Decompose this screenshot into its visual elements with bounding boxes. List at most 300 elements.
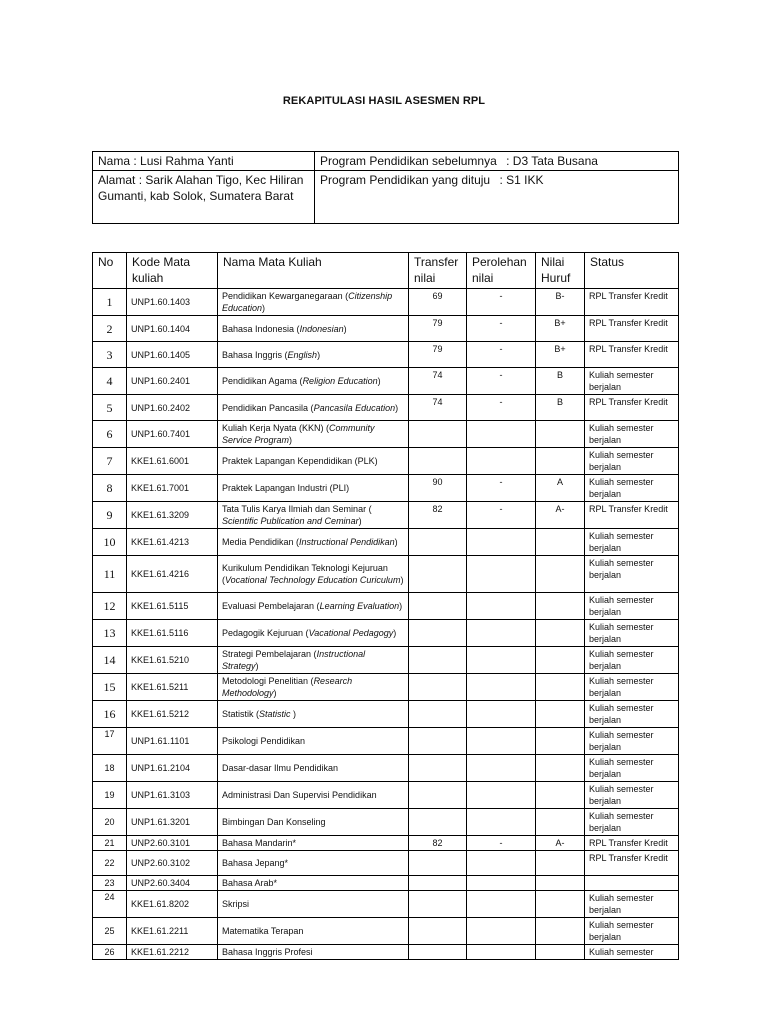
row-no (93, 945, 127, 960)
row-status-text: RPL Transfer Kredit (589, 397, 668, 407)
row-transfer (409, 368, 467, 395)
row-nilai-huruf (536, 674, 585, 701)
table-row (93, 701, 679, 728)
table-row (93, 918, 679, 945)
row-transfer (409, 918, 467, 945)
table-row (93, 674, 679, 701)
row-no-text: 23 (104, 878, 115, 888)
row-no-text: 3 (106, 347, 113, 362)
row-kode (127, 475, 218, 502)
row-no (93, 368, 127, 395)
row-kode-text: KKE1.61.5211 (131, 682, 189, 692)
row-nilai-huruf (536, 448, 585, 475)
row-perolehan-text: - (499, 344, 503, 354)
row-status (585, 475, 679, 502)
row-no (93, 316, 127, 342)
row-no (93, 891, 127, 918)
row-kode-text: KKE1.61.7001 (131, 483, 190, 493)
document-title: REKAPITULASI HASIL ASESMEN RPL (282, 95, 486, 107)
row-kode-text: KKE1.61.2212 (131, 947, 190, 957)
row-status-text: Kuliah semester berjalan (589, 703, 654, 725)
row-kode-text: UNP1.60.1404 (131, 323, 191, 334)
row-nama-text: Pedagogik Kejuruan ( (222, 628, 309, 638)
row-nama (218, 342, 409, 368)
address-label: Alamat (98, 173, 136, 187)
row-huruf-text: A- (555, 504, 565, 514)
row-status-text: Kuliah semester berjalan (589, 893, 654, 915)
row-nama-english: Indonesian (299, 323, 344, 334)
row-nama (218, 836, 409, 851)
row-nama-close: ) (377, 376, 381, 386)
row-kode-text: UNP1.60.1405 (131, 349, 191, 360)
row-transfer (409, 395, 467, 421)
row-perolehan (467, 593, 536, 620)
row-no (93, 918, 127, 945)
row-nilai-huruf (536, 851, 585, 876)
row-perolehan (467, 368, 536, 395)
row-no-text: 17 (104, 729, 115, 739)
row-no-text: 22 (104, 858, 115, 868)
student-name-value: : Lusi Rahma Yanti (133, 154, 234, 168)
row-status (585, 782, 679, 809)
row-kode (127, 316, 218, 342)
prev-program-value: : D3 Tata Busana (506, 154, 598, 168)
row-nama-close: ) (273, 688, 277, 698)
row-no-text: 13 (103, 626, 116, 640)
table-row (93, 647, 679, 674)
row-perolehan (467, 701, 536, 728)
row-no-text: 24 (104, 892, 115, 902)
row-huruf-text: A- (555, 838, 565, 848)
row-nama-text: Tata Tulis Karya Ilmiah dan Seminar ( (222, 504, 372, 514)
row-perolehan (467, 475, 536, 502)
row-nama-english: Citizenship Education (222, 291, 393, 313)
row-kode-text: UNP1.60.7401 (131, 429, 191, 439)
row-status (585, 755, 679, 782)
table-row (93, 593, 679, 620)
row-nilai-huruf (536, 502, 585, 529)
row-nama-text: Evaluasi Pembelajaran ( (222, 601, 320, 611)
row-no-text: 11 (103, 567, 116, 581)
row-status-text: Kuliah semester berjalan (589, 920, 654, 942)
row-transfer (409, 448, 467, 475)
row-nilai-huruf (536, 809, 585, 836)
row-status-text: RPL Transfer Kredit (589, 838, 668, 848)
row-kode-text: UNP1.60.2401 (131, 376, 191, 386)
row-transfer (409, 647, 467, 674)
row-kode (127, 674, 218, 701)
address-value: : Sarik Alahan Tigo, Kec Hiliran Gumanti, kab Solok, Sumatera Barat (98, 173, 304, 203)
row-transfer (409, 674, 467, 701)
row-status (585, 395, 679, 421)
row-nama-text: Psikologi Pendidikan (222, 736, 306, 746)
row-kode (127, 728, 218, 755)
row-kode (127, 448, 218, 475)
row-nama-close: ) (289, 435, 293, 445)
row-perolehan-text: - (499, 370, 503, 380)
row-status-text: Kuliah semester berjalan (589, 757, 654, 779)
row-kode-text: KKE1.61.3209 (131, 510, 190, 520)
row-perolehan (467, 674, 536, 701)
row-nama-text: Pendidikan Pancasila ( (222, 402, 314, 413)
table-row (93, 502, 679, 529)
row-no-text: 10 (103, 535, 116, 549)
row-no-text: 5 (106, 400, 113, 415)
row-kode (127, 556, 218, 593)
row-nama-text: Media Pendidikan ( (222, 537, 300, 547)
row-nama (218, 945, 409, 960)
table-row (93, 876, 679, 891)
row-nama-text: Praktek Lapangan Industri (PLI) (222, 483, 350, 493)
row-perolehan (467, 836, 536, 851)
student-name-cell (93, 152, 315, 171)
row-perolehan-text: - (499, 838, 503, 848)
row-status (585, 289, 679, 316)
prev-program-cell (315, 152, 679, 171)
student-info-table (92, 151, 679, 224)
row-nama-english: Community Service Program (222, 423, 375, 445)
row-status (585, 674, 679, 701)
table-row (93, 475, 679, 502)
row-status-text: Kuliah semester berjalan (589, 676, 654, 698)
table-row (93, 620, 679, 647)
row-kode (127, 701, 218, 728)
row-nama-english: Scientific Publication and Ceminar (222, 516, 359, 526)
info-row-1 (93, 152, 679, 171)
row-no (93, 755, 127, 782)
table-row (93, 891, 679, 918)
row-nama-text: Bahasa Inggris ( (222, 349, 288, 360)
row-kode-text: UNP2.60.3102 (131, 858, 191, 868)
row-no (93, 502, 127, 529)
assessment-table (92, 252, 679, 960)
row-status (585, 945, 679, 960)
row-status (585, 593, 679, 620)
row-nama-close: ) (262, 303, 266, 313)
row-no (93, 289, 127, 316)
row-nilai-huruf (536, 593, 585, 620)
row-perolehan (467, 755, 536, 782)
table-row (93, 945, 679, 960)
row-transfer-text: 82 (432, 504, 443, 514)
row-huruf-text: B (556, 397, 563, 407)
row-transfer (409, 556, 467, 593)
row-status (585, 876, 679, 891)
row-no (93, 448, 127, 475)
row-status-text: RPL Transfer Kredit (589, 291, 668, 301)
row-nama-text: Metodologi Penelitian ( (222, 676, 314, 686)
row-kode-text: UNP1.61.3201 (131, 817, 191, 827)
table-row (93, 851, 679, 876)
row-perolehan (467, 289, 536, 316)
row-perolehan (467, 647, 536, 674)
table-row (93, 421, 679, 448)
row-nama-english: Research Methodology (222, 676, 353, 698)
row-no (93, 876, 127, 891)
row-transfer (409, 502, 467, 529)
row-nama (218, 809, 409, 836)
table-row (93, 809, 679, 836)
row-kode (127, 809, 218, 836)
row-kode-text: UNP1.61.2104 (131, 763, 191, 773)
row-no-text: 14 (103, 653, 116, 667)
row-nama-text: Bahasa Indonesia ( (222, 323, 300, 334)
row-status (585, 421, 679, 448)
target-program-value: : S1 IKK (499, 173, 544, 187)
row-kode-text: KKE1.61.4216 (131, 569, 190, 579)
row-perolehan (467, 316, 536, 342)
row-transfer-text: 74 (432, 397, 443, 407)
row-nilai-huruf (536, 556, 585, 593)
row-no-text: 4 (106, 374, 113, 388)
row-transfer (409, 421, 467, 448)
row-no-text: 12 (103, 599, 116, 613)
row-nama (218, 593, 409, 620)
row-perolehan-text: - (499, 477, 503, 487)
header-status: Status (585, 253, 679, 289)
row-status-text: RPL Transfer Kredit (589, 853, 668, 863)
row-nama-english: Instructional Pendidikan (299, 537, 395, 547)
row-kode (127, 836, 218, 851)
row-status-text: Kuliah semester (589, 947, 654, 957)
row-nilai-huruf (536, 620, 585, 647)
row-nama (218, 395, 409, 421)
row-status (585, 728, 679, 755)
student-name-label: Nama (98, 154, 131, 168)
row-no-text: 9 (106, 508, 113, 522)
row-no-text: 15 (103, 680, 116, 694)
row-no (93, 421, 127, 448)
row-nama-text: Bahasa Inggris Profesi (222, 947, 313, 957)
row-transfer (409, 809, 467, 836)
header-nilai-huruf: Nilai Huruf (536, 253, 585, 289)
row-status-text: Kuliah semester berjalan (589, 558, 654, 580)
row-status-text: Kuliah semester berjalan (589, 531, 654, 553)
row-transfer (409, 876, 467, 891)
row-perolehan (467, 728, 536, 755)
table-row (93, 368, 679, 395)
row-no (93, 851, 127, 876)
row-huruf-text: B (556, 370, 563, 380)
table-row (93, 728, 679, 755)
table-row (93, 395, 679, 421)
row-kode (127, 647, 218, 674)
row-perolehan-text: - (499, 318, 503, 328)
row-nama-text: Praktek Lapangan Kependidikan (PLK) (222, 456, 378, 466)
row-nama (218, 674, 409, 701)
row-perolehan (467, 876, 536, 891)
row-nama (218, 421, 409, 448)
header-kode: Kode Mata kuliah (127, 253, 218, 289)
row-nama-english: English (287, 349, 318, 360)
row-kode (127, 945, 218, 960)
row-nilai-huruf (536, 755, 585, 782)
row-kode (127, 529, 218, 556)
row-nilai-huruf (536, 395, 585, 421)
row-transfer-text: 74 (432, 370, 443, 380)
table-row (93, 556, 679, 593)
row-kode (127, 593, 218, 620)
row-kode-text: UNP2.60.3404 (131, 878, 191, 888)
row-status (585, 647, 679, 674)
row-kode (127, 368, 218, 395)
row-transfer-text: 79 (432, 318, 443, 328)
row-transfer (409, 342, 467, 368)
row-nama-text: Pendidikan Agama ( (222, 376, 303, 386)
row-kode-text: KKE1.61.5116 (131, 628, 189, 638)
row-perolehan (467, 502, 536, 529)
table-row (93, 448, 679, 475)
row-no-text: 19 (104, 790, 115, 800)
row-no (93, 701, 127, 728)
row-no (93, 475, 127, 502)
row-nilai-huruf (536, 289, 585, 316)
row-nama-english: Religion Education (302, 376, 378, 386)
row-kode-text: KKE1.61.5212 (131, 709, 190, 719)
row-no (93, 556, 127, 593)
row-status-text: RPL Transfer Kredit (589, 504, 668, 514)
row-transfer-text: 90 (432, 477, 443, 487)
row-nama-text: Matematika Terapan (222, 926, 304, 936)
row-nama (218, 647, 409, 674)
row-nama (218, 782, 409, 809)
row-status (585, 368, 679, 395)
row-status-text: Kuliah semester berjalan (589, 595, 654, 617)
row-no-text: 26 (104, 947, 115, 957)
row-nama-text: Bahasa Jepang* (222, 858, 289, 868)
row-transfer (409, 782, 467, 809)
row-nama (218, 620, 409, 647)
row-status-text: RPL Transfer Kredit (589, 344, 668, 354)
row-kode (127, 620, 218, 647)
row-huruf-text: B+ (554, 318, 566, 328)
row-kode-text: UNP1.60.1403 (131, 297, 191, 307)
row-perolehan-text: - (499, 397, 503, 407)
row-kode (127, 289, 218, 316)
row-status-text: RPL Transfer Kredit (589, 318, 668, 328)
row-status-text: Kuliah semester berjalan (589, 477, 654, 499)
row-nama (218, 851, 409, 876)
row-perolehan (467, 421, 536, 448)
row-nama-english: Statistic (259, 709, 291, 719)
row-transfer-text: 79 (432, 344, 443, 354)
row-no-text: 20 (104, 817, 115, 827)
row-nama (218, 876, 409, 891)
row-status-text: Kuliah semester berjalan (589, 811, 654, 833)
row-nama-close: ) (255, 661, 259, 671)
row-status (585, 620, 679, 647)
row-nama (218, 368, 409, 395)
row-nama (218, 316, 409, 342)
row-nilai-huruf (536, 701, 585, 728)
row-nama (218, 701, 409, 728)
row-transfer (409, 701, 467, 728)
row-nilai-huruf (536, 945, 585, 960)
row-nama (218, 475, 409, 502)
row-transfer (409, 836, 467, 851)
row-perolehan (467, 529, 536, 556)
row-nilai-huruf (536, 836, 585, 851)
row-nama-close: ) (317, 349, 321, 360)
row-kode-text: KKE1.61.2211 (131, 926, 189, 936)
row-nama-text: Strategi Pembelajaran ( (222, 649, 317, 659)
row-no (93, 620, 127, 647)
row-nama (218, 728, 409, 755)
row-perolehan (467, 342, 536, 368)
row-no (93, 674, 127, 701)
row-no-text: 16 (103, 707, 116, 721)
table-row (93, 836, 679, 851)
row-nama-english: Instructional Strategy (222, 649, 366, 671)
row-no-text: 6 (106, 427, 113, 441)
row-status (585, 891, 679, 918)
row-nilai-huruf (536, 782, 585, 809)
row-nama-text: Bahasa Mandarin* (222, 838, 297, 848)
row-no (93, 728, 127, 755)
row-status (585, 529, 679, 556)
row-status (585, 809, 679, 836)
row-status-text: Kuliah semester berjalan (589, 784, 654, 806)
address-cell (93, 171, 315, 224)
target-program-label: Program Pendidikan yang dituju (320, 173, 491, 187)
row-kode (127, 342, 218, 368)
row-nilai-huruf (536, 316, 585, 342)
row-nilai-huruf (536, 475, 585, 502)
row-transfer (409, 529, 467, 556)
header-no: No (93, 253, 127, 289)
row-kode-text: UNP1.61.3103 (131, 790, 191, 800)
row-status (585, 502, 679, 529)
row-nama-text: Statistik ( (222, 709, 260, 719)
row-kode (127, 876, 218, 891)
row-nama-close: ) (290, 709, 297, 719)
table-row (93, 342, 679, 368)
row-transfer (409, 851, 467, 876)
row-kode-text: UNP1.61.1101 (131, 736, 190, 746)
row-kode (127, 918, 218, 945)
table-row (93, 782, 679, 809)
row-nama-close: ) (343, 323, 347, 334)
row-nilai-huruf (536, 876, 585, 891)
row-perolehan (467, 448, 536, 475)
row-status-text: Kuliah semester berjalan (589, 730, 654, 752)
row-nilai-huruf (536, 918, 585, 945)
header-nama: Nama Mata Kuliah (218, 253, 409, 289)
header-perolehan: Perolehan nilai (467, 253, 536, 289)
row-nama (218, 502, 409, 529)
row-nama-close: ) (394, 537, 398, 547)
row-perolehan-text: - (499, 291, 503, 301)
row-status (585, 851, 679, 876)
row-nama-close: ) (393, 628, 397, 638)
row-nama (218, 755, 409, 782)
row-transfer (409, 728, 467, 755)
row-transfer (409, 620, 467, 647)
row-no (93, 342, 127, 368)
row-nilai-huruf (536, 891, 585, 918)
row-transfer-text: 69 (432, 291, 443, 301)
row-nama-english: Pancasila Education (313, 402, 396, 413)
row-transfer-text: 82 (432, 838, 443, 848)
row-kode-text: KKE1.61.6001 (131, 456, 190, 466)
row-kode-text: KKE1.61.4213 (131, 537, 190, 547)
row-nilai-huruf (536, 342, 585, 368)
row-nama-text: Bahasa Arab* (222, 878, 278, 888)
row-perolehan (467, 782, 536, 809)
row-perolehan (467, 809, 536, 836)
row-transfer (409, 316, 467, 342)
row-no (93, 647, 127, 674)
